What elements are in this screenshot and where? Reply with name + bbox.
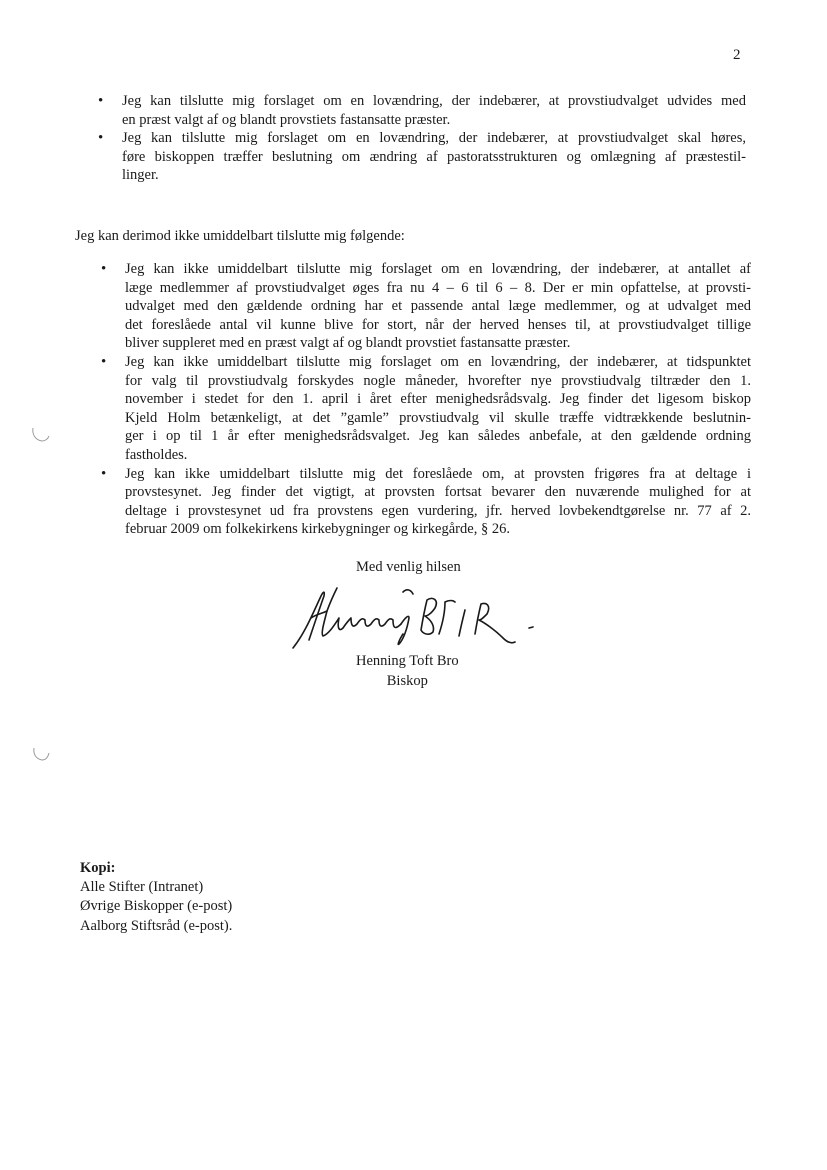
list-item-line: udvalget med den gældende ordning har et passende antal læge medlemmer, og at udvalget med xyxy=(125,298,751,315)
handwritten-signature-icon xyxy=(283,578,543,653)
page-number: 2 xyxy=(733,47,741,63)
list-item-line: • Jeg kan ikke umiddelbart tilslutte mig forslaget om en lovændring, der indebærer, at antallet af xyxy=(125,261,751,277)
list-item-line: en præst valgt af og blandt provstiets fastansatte præster. xyxy=(122,111,451,128)
list-item-line: ger i op til 1 år efter menighedsrådsvalget. Jeg kan således anbefale, at den gældende ordning xyxy=(125,428,751,445)
list-item-line: februar 2009 om folkekirkens kirkebygninger og kirkegårde, § 26. xyxy=(125,521,510,538)
list-item-line: føre biskoppen træffer beslutning om ændring af pastoratsstrukturen og omlægning af præstestil- xyxy=(122,148,746,165)
list-item xyxy=(101,260,751,353)
list-item-line: november i stedet for den 1. april i året efter menighedsrådsvalg. Jeg finder det ligesom biskop xyxy=(125,391,751,408)
punch-hole-mark-icon xyxy=(30,744,52,766)
copy-heading: Kopi: xyxy=(80,860,116,876)
list-item xyxy=(98,129,746,185)
intro-paragraph: Jeg kan derimod ikke umiddelbart tilslutte mig følgende: xyxy=(75,228,405,244)
supported-proposals-list xyxy=(98,92,746,185)
copy-recipient: Øvrige Biskopper (e-post) xyxy=(80,898,233,915)
list-item-line: • Jeg kan tilslutte mig forslaget om en lovændring, der indebærer, at provstiudvalget skal høres, xyxy=(122,130,746,147)
copy-recipient: Alle Stifter (Intranet) xyxy=(80,879,204,896)
copy-recipients xyxy=(80,859,232,936)
list-item-line: det foreslåede antal vil kunne blive for stort, når der herved henses til, at provstiudvalget tillige xyxy=(125,316,751,333)
signer-title: Biskop xyxy=(386,672,428,689)
list-item-line: linger. xyxy=(122,167,159,184)
signer-name: Henning Toft Bro xyxy=(356,653,459,669)
list-item-line: for valg til provstiudvalg forskydes nogle måneder, hvorefter nye provstiudvalg tiltræder den 1. xyxy=(125,372,751,389)
copy-recipient: Aalborg Stiftsråd (e-post). xyxy=(80,917,233,934)
list-item-line: fastholdes. xyxy=(125,446,188,463)
punch-hole-mark-icon xyxy=(30,424,52,446)
objections-list xyxy=(101,260,751,539)
list-item-line: • Jeg kan tilslutte mig forslaget om en lovændring, der indebærer, at provstiudvalget udvides med xyxy=(122,93,746,109)
list-item xyxy=(101,353,751,465)
list-item-line: bliver suppleret med en præst valgt af og blandt provstiet fastansatte præster. xyxy=(125,335,571,352)
list-item-line: • Jeg kan ikke umiddelbart tilslutte mig det foreslåede om, at provsten frigøres fra at deltage i xyxy=(125,465,751,482)
list-item xyxy=(101,465,751,539)
list-item-line: læge medlemmer af provstiudvalget øges fra nu 4 – 6 til 6 – 8. Der er min opfattelse, at provsti- xyxy=(125,279,751,296)
list-item-line: • Jeg kan ikke umiddelbart tilslutte mig forslaget om en lovændring, der indebærer, at tidspunktet xyxy=(125,353,751,370)
closing-salutation: Med venlig hilsen xyxy=(356,559,461,575)
list-item-line: Kjeld Holm betænkeligt, at det ”gamle” provstiudvalg vil skulle træffe vidtrækkende beslutnin- xyxy=(125,409,751,426)
list-item xyxy=(98,92,746,129)
list-item-line: deltage i provstesynet ud fra provstens egen vurdering, jfr. herved lovbekendtgørelse nr. 77 af 2. xyxy=(125,502,751,519)
signer-block xyxy=(356,652,459,691)
list-item-line: provstesynet. Jeg finder det vigtigt, at provsten fortsat bevarer den nuværende mulighed for at xyxy=(125,484,751,501)
